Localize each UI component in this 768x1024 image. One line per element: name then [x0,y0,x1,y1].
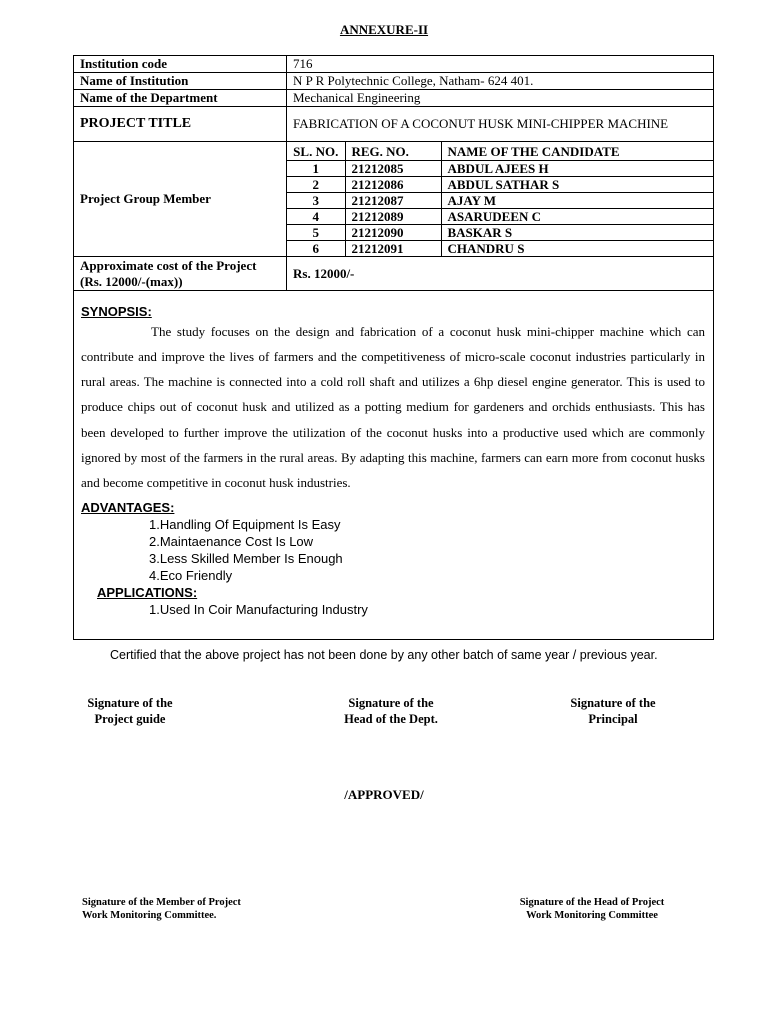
committee-role: Work Monitoring Committee [526,910,658,921]
member-name: ABDUL SATHAR S [441,177,713,193]
advantages-heading: ADVANTAGES: [81,500,175,516]
candidate-name-header: NAME OF THE CANDIDATE [441,142,713,161]
member-row [287,225,713,241]
project-group-row [74,142,714,257]
signature-line: Signature of the [87,696,173,710]
project-group-label: Project Group Member [74,142,287,257]
advantage-item: 2.Maintaenance Cost Is Low [149,534,314,550]
member-sl-no: 3 [287,193,345,209]
signature-hod [324,695,458,727]
member-row [287,177,713,193]
member-name: BASKAR S [441,225,713,241]
signature-role: Project guide [94,712,166,726]
application-item: 1.Used In Coir Manufacturing Industry [149,602,368,618]
member-name: ASARUDEEN C [441,209,713,225]
members-cell [287,142,714,257]
synopsis-row [74,291,714,640]
member-reg-no: 21212090 [345,225,441,241]
member-row [287,209,713,225]
synopsis-text: The study focuses on the design and fabrication of a coconut husk mini-chipper machine which can contribute and improve the lives of farmers and the competitiveness of micro-scale coconut industries particularly in rural areas. The machine is connected into a cold roll shaft and utilizes a 6hp diesel engine generator. This is used to produce chips out of coconut husk and utilized as a potting medium for gardeners and orchids enthusiasts. This has been developed to further improve the utilization of the coconut husks into a productive used which are commonly ignored by most of the farmers in the rural areas. By adapting this machine, farmers can earn more from coconut husks and become competitive in coconut husk industries. [81,323,705,490]
signature-role: Principal [588,712,638,726]
member-row [287,241,713,257]
committee-line: Signature of the Head of Project [519,897,665,908]
synopsis-heading: SYNOPSIS: [81,303,152,319]
department-value: Mechanical Engineering [287,90,714,107]
project-title-label: PROJECT TITLE [74,107,287,142]
member-reg-no: 21212085 [345,161,441,177]
member-sl-no: 1 [287,161,345,177]
members-header-row [287,142,713,161]
institution-code-row [74,56,714,73]
advantage-item: 3.Less Skilled Member Is Enough [149,551,343,567]
members-table [287,142,713,256]
signature-line: Signature of the [570,696,656,710]
sl-no-header: SL. NO. [287,142,345,161]
certification-statement: Certified that the above project has not been done by any other batch of same year / previous year. [110,648,658,662]
member-sl-no: 6 [287,241,345,257]
institution-name-row [74,73,714,90]
member-row [287,193,713,209]
member-reg-no: 21212089 [345,209,441,225]
signature-committee-member [82,896,241,922]
signature-project-guide [72,695,188,727]
member-reg-no: 21212086 [345,177,441,193]
cost-value: Rs. 12000/- [287,257,714,291]
approved-stamp: /APPROVED/ [344,787,424,802]
synopsis-cell [74,291,714,640]
department-label: Name of the Department [74,90,287,107]
applications-heading: APPLICATIONS: [97,585,198,601]
member-sl-no: 2 [287,177,345,193]
project-title-value: FABRICATION OF A COCONUT HUSK MINI-CHIPPER MACHINE [287,107,714,142]
member-sl-no: 5 [287,225,345,241]
signature-principal [555,695,671,727]
institution-name-value: N P R Polytechnic College, Natham- 624 401. [287,73,714,90]
member-sl-no: 4 [287,209,345,225]
department-row [74,90,714,107]
annexure-heading: ANNEXURE-II [339,22,429,37]
reg-no-header: REG. NO. [345,142,441,161]
member-name: AJAY M [441,193,713,209]
committee-role: Work Monitoring Committee. [82,910,217,921]
signature-line: Signature of the [348,696,434,710]
member-name: ABDUL AJEES H [441,161,713,177]
member-row [287,161,713,177]
institution-code-label: Institution code [74,56,287,73]
project-title-row [74,107,714,142]
committee-line: Signature of the Member of Project [82,897,241,908]
advantage-item: 1.Handling Of Equipment Is Easy [149,517,341,533]
signature-role: Head of the Dept. [344,712,438,726]
cost-row [74,257,714,291]
advantage-item: 4.Eco Friendly [149,568,233,584]
member-reg-no: 21212087 [345,193,441,209]
signature-committee-head [503,896,681,922]
advantages-section [81,499,705,618]
institution-name-label: Name of Institution [74,73,287,90]
cost-label: Approximate cost of the Project (Rs. 12000/-(max)) [74,257,287,291]
member-reg-no: 21212091 [345,241,441,257]
project-form-table [73,55,714,640]
synopsis-paragraph [81,319,705,495]
institution-code-value: 716 [287,56,714,73]
member-name: CHANDRU S [441,241,713,257]
